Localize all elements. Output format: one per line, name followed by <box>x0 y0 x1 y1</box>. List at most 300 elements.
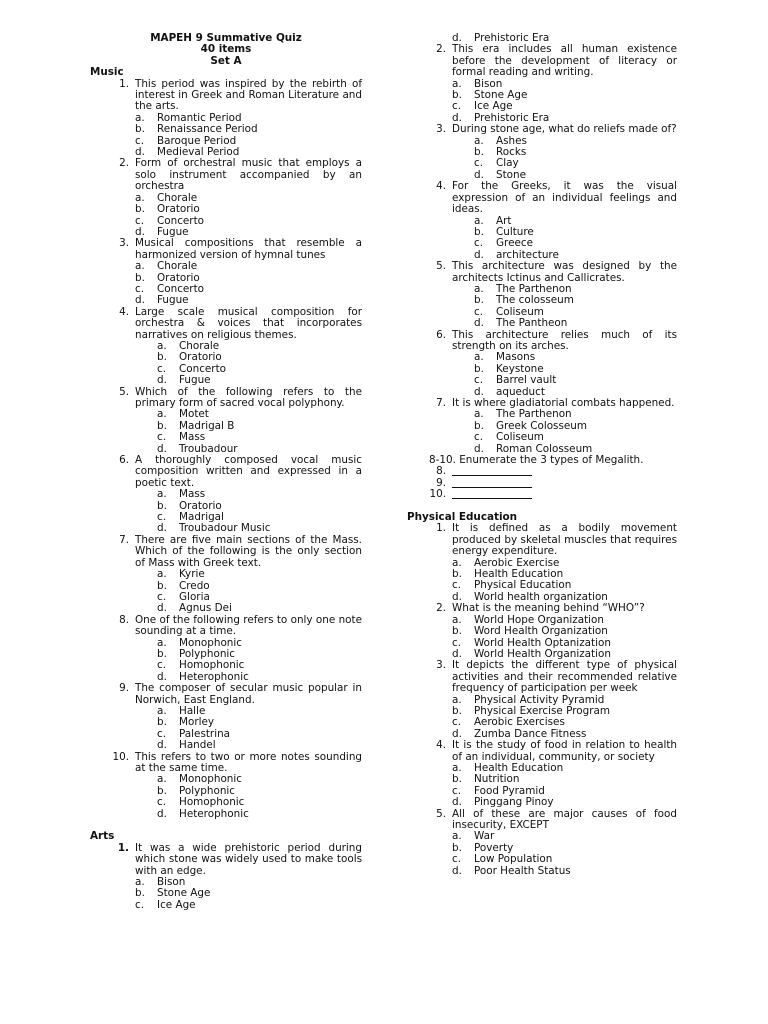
answer-option <box>407 797 677 808</box>
option-letter: d. <box>157 670 167 683</box>
option-text: architecture <box>496 248 559 261</box>
question <box>407 330 677 353</box>
answer-option <box>90 432 362 443</box>
answer-option <box>90 375 362 386</box>
option-text: Monophonic <box>179 773 242 786</box>
answer-option <box>90 216 362 227</box>
answer-option <box>90 706 362 717</box>
option-text: Poor Health Status <box>474 864 571 877</box>
option-text: Fugue <box>179 374 211 387</box>
option-letter: b. <box>135 271 145 284</box>
question-number: 6. <box>436 328 446 341</box>
question-text: During stone age, what do reliefs made of? <box>452 123 677 136</box>
option-letter: d. <box>452 111 462 124</box>
answer-option <box>90 809 362 820</box>
option-letter: a. <box>452 761 462 774</box>
question-text: There are five main sections of the Mass. Which of the following is the only section of Mass with Greek text. <box>135 533 362 569</box>
option-letter: c. <box>452 853 462 866</box>
question <box>407 740 677 763</box>
left-column <box>90 33 362 911</box>
option-text: Heterophonic <box>179 670 249 683</box>
answer-option <box>90 364 362 375</box>
option-letter: d. <box>452 32 462 44</box>
option-letter: a. <box>452 613 462 626</box>
question-number: 5. <box>119 385 129 398</box>
answer-option <box>407 432 677 443</box>
option-text: Homophonic <box>179 659 245 672</box>
question <box>90 238 362 261</box>
question-text: This refers to two or more notes sounding at the same time. <box>135 750 362 774</box>
option-text: Aerobic Exercises <box>474 716 565 729</box>
arts-question-1 <box>90 843 362 911</box>
option-text: Coliseum <box>496 305 544 318</box>
question <box>90 535 362 569</box>
option-text: Zumba Dance Fitness <box>474 727 587 740</box>
option-text: Motet <box>179 408 209 421</box>
option-letter: a. <box>474 351 484 364</box>
answer-option <box>407 763 677 774</box>
blank-number: 9. <box>436 476 446 489</box>
option-text: Ashes <box>496 134 527 147</box>
option-letter: d. <box>157 522 167 535</box>
option-text: Agnus Dei <box>179 602 232 615</box>
option-letter: c. <box>157 431 167 444</box>
music-questions <box>90 79 362 820</box>
option-text: Baroque Period <box>157 134 237 147</box>
answer-option <box>90 124 362 135</box>
answer-option <box>407 626 677 637</box>
option-letter: a. <box>157 568 167 581</box>
answer-blank-line[interactable] <box>452 466 532 476</box>
option-letter: d. <box>157 807 167 820</box>
option-letter: a. <box>157 408 167 421</box>
option-text: World health organization <box>474 590 608 603</box>
answer-option <box>90 603 362 614</box>
option-letter: d. <box>474 168 484 181</box>
option-letter: d. <box>474 317 484 330</box>
option-letter: b. <box>135 887 145 900</box>
option-letter: c. <box>474 237 484 250</box>
question-number: 4. <box>436 180 446 193</box>
option-text: Oratorio <box>179 351 222 364</box>
option-text: Stone <box>496 168 527 181</box>
question-number: 6. <box>119 454 129 467</box>
answer-option <box>90 273 362 284</box>
option-letter: d. <box>452 864 462 877</box>
option-letter: d. <box>157 442 167 455</box>
option-letter: d. <box>135 294 145 307</box>
option-text: Greece <box>496 237 533 250</box>
option-letter: d. <box>157 739 167 752</box>
enumerate-instruction <box>407 455 677 466</box>
question-text: The composer of secular music popular in Norwich, East England. <box>135 682 362 706</box>
option-letter: c. <box>452 784 462 797</box>
option-letter: a. <box>157 636 167 649</box>
option-text: Polyphonic <box>179 784 236 797</box>
option-text: Halle <box>179 704 206 717</box>
question <box>407 44 677 78</box>
option-letter: b. <box>452 773 462 786</box>
option-letter: d. <box>452 796 462 809</box>
option-text: Morley <box>179 716 215 729</box>
option-text: Heterophonic <box>179 807 249 820</box>
answer-blank-row <box>407 466 677 477</box>
option-text: Madrigal <box>179 511 224 524</box>
option-letter: c. <box>157 659 167 672</box>
option-text: Homophonic <box>179 796 245 809</box>
question <box>90 752 362 775</box>
option-letter: a. <box>157 488 167 501</box>
answer-blank-row <box>407 489 677 500</box>
question-number: 2. <box>436 43 446 56</box>
section-title-music: Music <box>90 66 124 79</box>
option-text: Aerobic Exercise <box>474 556 560 569</box>
question <box>90 615 362 638</box>
answer-option <box>90 888 362 899</box>
question-number: 4. <box>436 739 446 752</box>
option-letter: d. <box>452 727 462 740</box>
option-letter: b. <box>157 419 167 432</box>
question-number: 7. <box>436 397 446 409</box>
question-number: 1. <box>117 841 129 854</box>
option-letter: b. <box>474 419 484 432</box>
option-letter: b. <box>135 203 145 216</box>
option-letter: a. <box>452 830 462 843</box>
answer-option <box>90 261 362 272</box>
option-text: Oratorio <box>157 271 200 284</box>
option-text: Concerto <box>157 282 205 295</box>
option-letter: d. <box>157 602 167 615</box>
answer-option <box>90 204 362 215</box>
answer-blanks <box>407 466 677 500</box>
answer-blank-row <box>407 478 677 489</box>
question-number: 3. <box>436 659 446 672</box>
option-text: Greek Colosseum <box>496 419 587 432</box>
option-letter: b. <box>474 146 484 159</box>
option-text: The Parthenon <box>496 408 572 421</box>
option-text: Gloria <box>179 590 210 603</box>
option-text: Oratorio <box>157 203 200 216</box>
option-text: Fugue <box>157 294 189 307</box>
option-letter: c. <box>157 727 167 740</box>
answer-option <box>407 79 677 90</box>
option-letter: b. <box>157 716 167 729</box>
question <box>407 261 677 284</box>
option-letter: a. <box>157 773 167 786</box>
option-text: Pinggang Pinoy <box>474 796 554 809</box>
option-letter: a. <box>135 111 145 124</box>
option-text: Renaissance Period <box>157 123 258 136</box>
option-text: Troubadour <box>179 442 238 455</box>
option-letter: b. <box>157 499 167 512</box>
answer-option <box>407 238 677 249</box>
answer-option <box>90 877 362 888</box>
option-letter: b. <box>157 784 167 797</box>
option-letter: c. <box>452 100 462 113</box>
answer-option <box>90 729 362 740</box>
option-letter: b. <box>157 647 167 660</box>
option-text: Culture <box>496 225 534 238</box>
question <box>407 603 677 614</box>
spacer <box>90 820 362 831</box>
option-letter: b. <box>452 704 462 717</box>
option-text: Chorale <box>157 191 198 204</box>
question-text: It was a wide prehistoric period during which stone was widely used to make tools with an edge. <box>135 841 362 877</box>
question <box>90 455 362 489</box>
option-text: aqueduct <box>496 385 545 398</box>
option-text: World Hope Organization <box>474 613 604 626</box>
option-text: Coliseum <box>496 431 544 444</box>
section-title-pe: Physical Education <box>407 511 518 524</box>
option-text: Food Pyramid <box>474 784 545 797</box>
option-letter: c. <box>157 511 167 524</box>
answer-option <box>90 193 362 204</box>
question-number: 4. <box>119 305 129 318</box>
option-text: Roman Colosseum <box>496 442 593 455</box>
option-letter: b. <box>474 294 484 307</box>
option-letter: c. <box>157 362 167 375</box>
option-text: Handel <box>179 739 216 752</box>
answer-blank-line[interactable] <box>452 489 532 499</box>
option-text: Concerto <box>157 214 205 227</box>
option-letter: a. <box>452 693 462 706</box>
quiz-title: MAPEH 9 Summative Quiz <box>150 32 302 44</box>
question <box>90 307 362 341</box>
answer-option <box>90 489 362 500</box>
question-number: 7. <box>119 533 129 546</box>
option-letter: d. <box>135 146 145 159</box>
option-letter: a. <box>474 282 484 295</box>
option-text: Credo <box>179 579 210 592</box>
option-text: World Health Optanization <box>474 636 611 649</box>
option-text: Barrel vault <box>496 374 557 387</box>
question-number: 9. <box>119 682 129 695</box>
option-letter: a. <box>452 77 462 90</box>
section-title-arts: Arts <box>90 830 115 843</box>
question <box>407 809 677 832</box>
answer-option <box>407 854 677 865</box>
question-number: 2. <box>436 602 446 615</box>
option-letter: a. <box>157 704 167 717</box>
option-letter: a. <box>452 556 462 569</box>
option-letter: a. <box>135 260 145 273</box>
music-questions-group <box>90 307 362 820</box>
option-text: Physical Education <box>474 579 572 592</box>
option-letter: a. <box>474 408 484 421</box>
option-letter: c. <box>157 796 167 809</box>
option-letter: c. <box>157 590 167 603</box>
option-text: Monophonic <box>179 636 242 649</box>
option-text: Bison <box>474 77 503 90</box>
question <box>407 660 677 694</box>
option-text: Kyrie <box>179 568 205 581</box>
option-text: Concerto <box>179 362 227 375</box>
question <box>407 523 677 557</box>
option-text: Bison <box>157 876 186 889</box>
option-letter: d. <box>157 374 167 387</box>
option-text: Health Education <box>474 568 564 581</box>
option-text: Poverty <box>474 841 514 854</box>
option-letter: b. <box>452 568 462 581</box>
question-text: This period was inspired by the rebirth of interest in Greek and Roman Literature and the arts. <box>135 77 362 113</box>
option-text: Madrigal B <box>179 419 235 432</box>
option-letter: c. <box>474 431 484 444</box>
option-text: Ice Age <box>474 100 513 113</box>
option-letter: a. <box>474 214 484 227</box>
question <box>90 387 362 410</box>
option-letter: b. <box>452 841 462 854</box>
answer-option <box>90 501 362 512</box>
answer-option <box>407 147 677 158</box>
question-text: Musical compositions that resemble a harmonized version of hymnal tunes <box>135 237 362 261</box>
option-text: Medieval Period <box>157 146 240 159</box>
option-text: Stone Age <box>474 89 528 102</box>
option-text: Keystone <box>496 362 544 375</box>
question-text: One of the following refers to only one note sounding at a time. <box>135 613 362 638</box>
option-text: Palestrina <box>179 727 231 740</box>
option-text: War <box>474 830 495 843</box>
option-text: Clay <box>496 157 519 170</box>
option-text: Stone Age <box>157 887 211 900</box>
option-text: Romantic Period <box>157 111 242 124</box>
option-text: Masons <box>496 351 536 364</box>
option-text: Art <box>496 214 512 227</box>
question-number: 3. <box>436 123 446 136</box>
option-text: The Pantheon <box>496 317 568 330</box>
option-letter: a. <box>135 191 145 204</box>
question-text: Which of the following refers to the primary form of sacred vocal polyphony. <box>135 385 362 409</box>
option-text: Nutrition <box>474 773 520 786</box>
answer-option <box>407 136 677 147</box>
question <box>90 158 362 192</box>
question-text: This architecture relies much of its strength on its arches. <box>452 328 677 352</box>
option-letter: c. <box>452 716 462 729</box>
answer-option <box>407 375 677 386</box>
option-text: Health Education <box>474 761 564 774</box>
question-text: It is the study of food in relation to health of an individual, community, or society <box>452 739 677 763</box>
answer-option <box>90 341 362 352</box>
option-letter: a. <box>135 876 145 889</box>
question-number: 2. <box>119 157 129 170</box>
question-text: Large scale musical composition for orchestra & voices that incorporates narratives on religious themes. <box>135 305 362 341</box>
option-letter: a. <box>157 339 167 352</box>
question-text: A thoroughly composed vocal music composition written and expressed in a poetic text. <box>135 454 362 489</box>
blank-number: 8. <box>436 465 446 478</box>
answer-option <box>90 900 362 911</box>
answer-option <box>407 831 677 842</box>
question <box>407 181 677 215</box>
question-text: All of these are major causes of food insecurity, EXCEPT <box>452 807 677 832</box>
answer-option <box>90 284 362 295</box>
option-text: Polyphonic <box>179 647 236 660</box>
question-number: 5. <box>436 807 446 820</box>
option-letter: c. <box>135 898 145 911</box>
option-text: The colosseum <box>496 294 574 307</box>
question-text: Form of orchestral music that employs a solo instrument accompanied by an orchestra <box>135 157 362 193</box>
enumerate-text: 8-10. Enumerate the 3 types of Megalith. <box>429 454 644 467</box>
answer-option <box>90 581 362 592</box>
option-letter: a. <box>474 134 484 147</box>
option-letter: c. <box>135 134 145 147</box>
question-number: 3. <box>119 237 129 250</box>
right-column <box>407 33 677 877</box>
option-text: The Parthenon <box>496 282 572 295</box>
option-text: Ice Age <box>157 898 196 911</box>
option-text: Oratorio <box>179 499 222 512</box>
option-text: Troubadour Music <box>179 522 271 535</box>
option-text: World Health Organization <box>474 647 611 660</box>
answer-option <box>90 421 362 432</box>
answer-option <box>90 352 362 363</box>
option-letter: c. <box>452 579 462 592</box>
answer-blank-line[interactable] <box>452 478 532 488</box>
answer-option <box>407 158 677 169</box>
option-letter: c. <box>474 157 484 170</box>
question-text: What is the meaning behind “WHO”? <box>452 602 645 615</box>
question-text: It is defined as a bodily movement produced by skeletal muscles that requires energy expenditure. <box>452 522 677 558</box>
answer-option <box>407 227 677 238</box>
answer-option <box>90 569 362 580</box>
option-letter: b. <box>452 89 462 102</box>
option-letter: d. <box>452 590 462 603</box>
answer-option <box>407 318 677 329</box>
option-text: Mass <box>179 488 206 501</box>
option-text: Mass <box>179 431 206 444</box>
question <box>90 79 362 113</box>
option-letter: d. <box>135 225 145 238</box>
question <box>90 683 362 706</box>
option-letter: b. <box>157 579 167 592</box>
question-number: 10. <box>112 750 129 763</box>
answer-option <box>407 216 677 227</box>
option-letter: b. <box>135 123 145 136</box>
answer-option <box>90 797 362 808</box>
option-letter: d. <box>474 442 484 455</box>
blank-number: 10. <box>429 488 446 501</box>
option-text: Fugue <box>157 225 189 238</box>
question-text: It depicts the different type of physical activities and their recommended relative frequency of participation per week <box>452 659 677 695</box>
question-text: This architecture was designed by the architects Ictinus and Callicrates. <box>452 260 677 284</box>
question-number: 8. <box>119 613 129 626</box>
set-label: Set A <box>210 54 242 67</box>
option-letter: d. <box>474 248 484 261</box>
pe-questions <box>407 523 677 877</box>
option-letter: c. <box>452 636 462 649</box>
item-count: 40 items <box>200 43 252 56</box>
arts-questions <box>407 44 677 455</box>
option-text: Low Population <box>474 853 553 866</box>
option-letter: d. <box>474 385 484 398</box>
option-text: Word Health Organization <box>474 625 608 638</box>
option-text: Chorale <box>179 339 220 352</box>
answer-option <box>90 740 362 751</box>
question-text: For the Greeks, it was the visual expression of an individual feelings and ideas. <box>452 180 677 216</box>
option-text: Physical Activity Pyramid <box>474 693 605 706</box>
question-number: 1. <box>119 77 129 90</box>
question-number: 1. <box>436 522 446 535</box>
question <box>407 124 677 135</box>
option-text: Prehistoric Era <box>474 111 550 124</box>
option-text: Rocks <box>496 146 527 159</box>
option-letter: c. <box>474 305 484 318</box>
option-text: Physical Exercise Program <box>474 704 610 717</box>
option-letter: b. <box>157 351 167 364</box>
answer-option <box>407 866 677 877</box>
option-text: Chorale <box>157 260 198 273</box>
question <box>90 843 362 877</box>
question-text: This era includes all human existence before the development of literacy or formal reading and writing. <box>452 43 677 79</box>
question-number: 5. <box>436 260 446 273</box>
